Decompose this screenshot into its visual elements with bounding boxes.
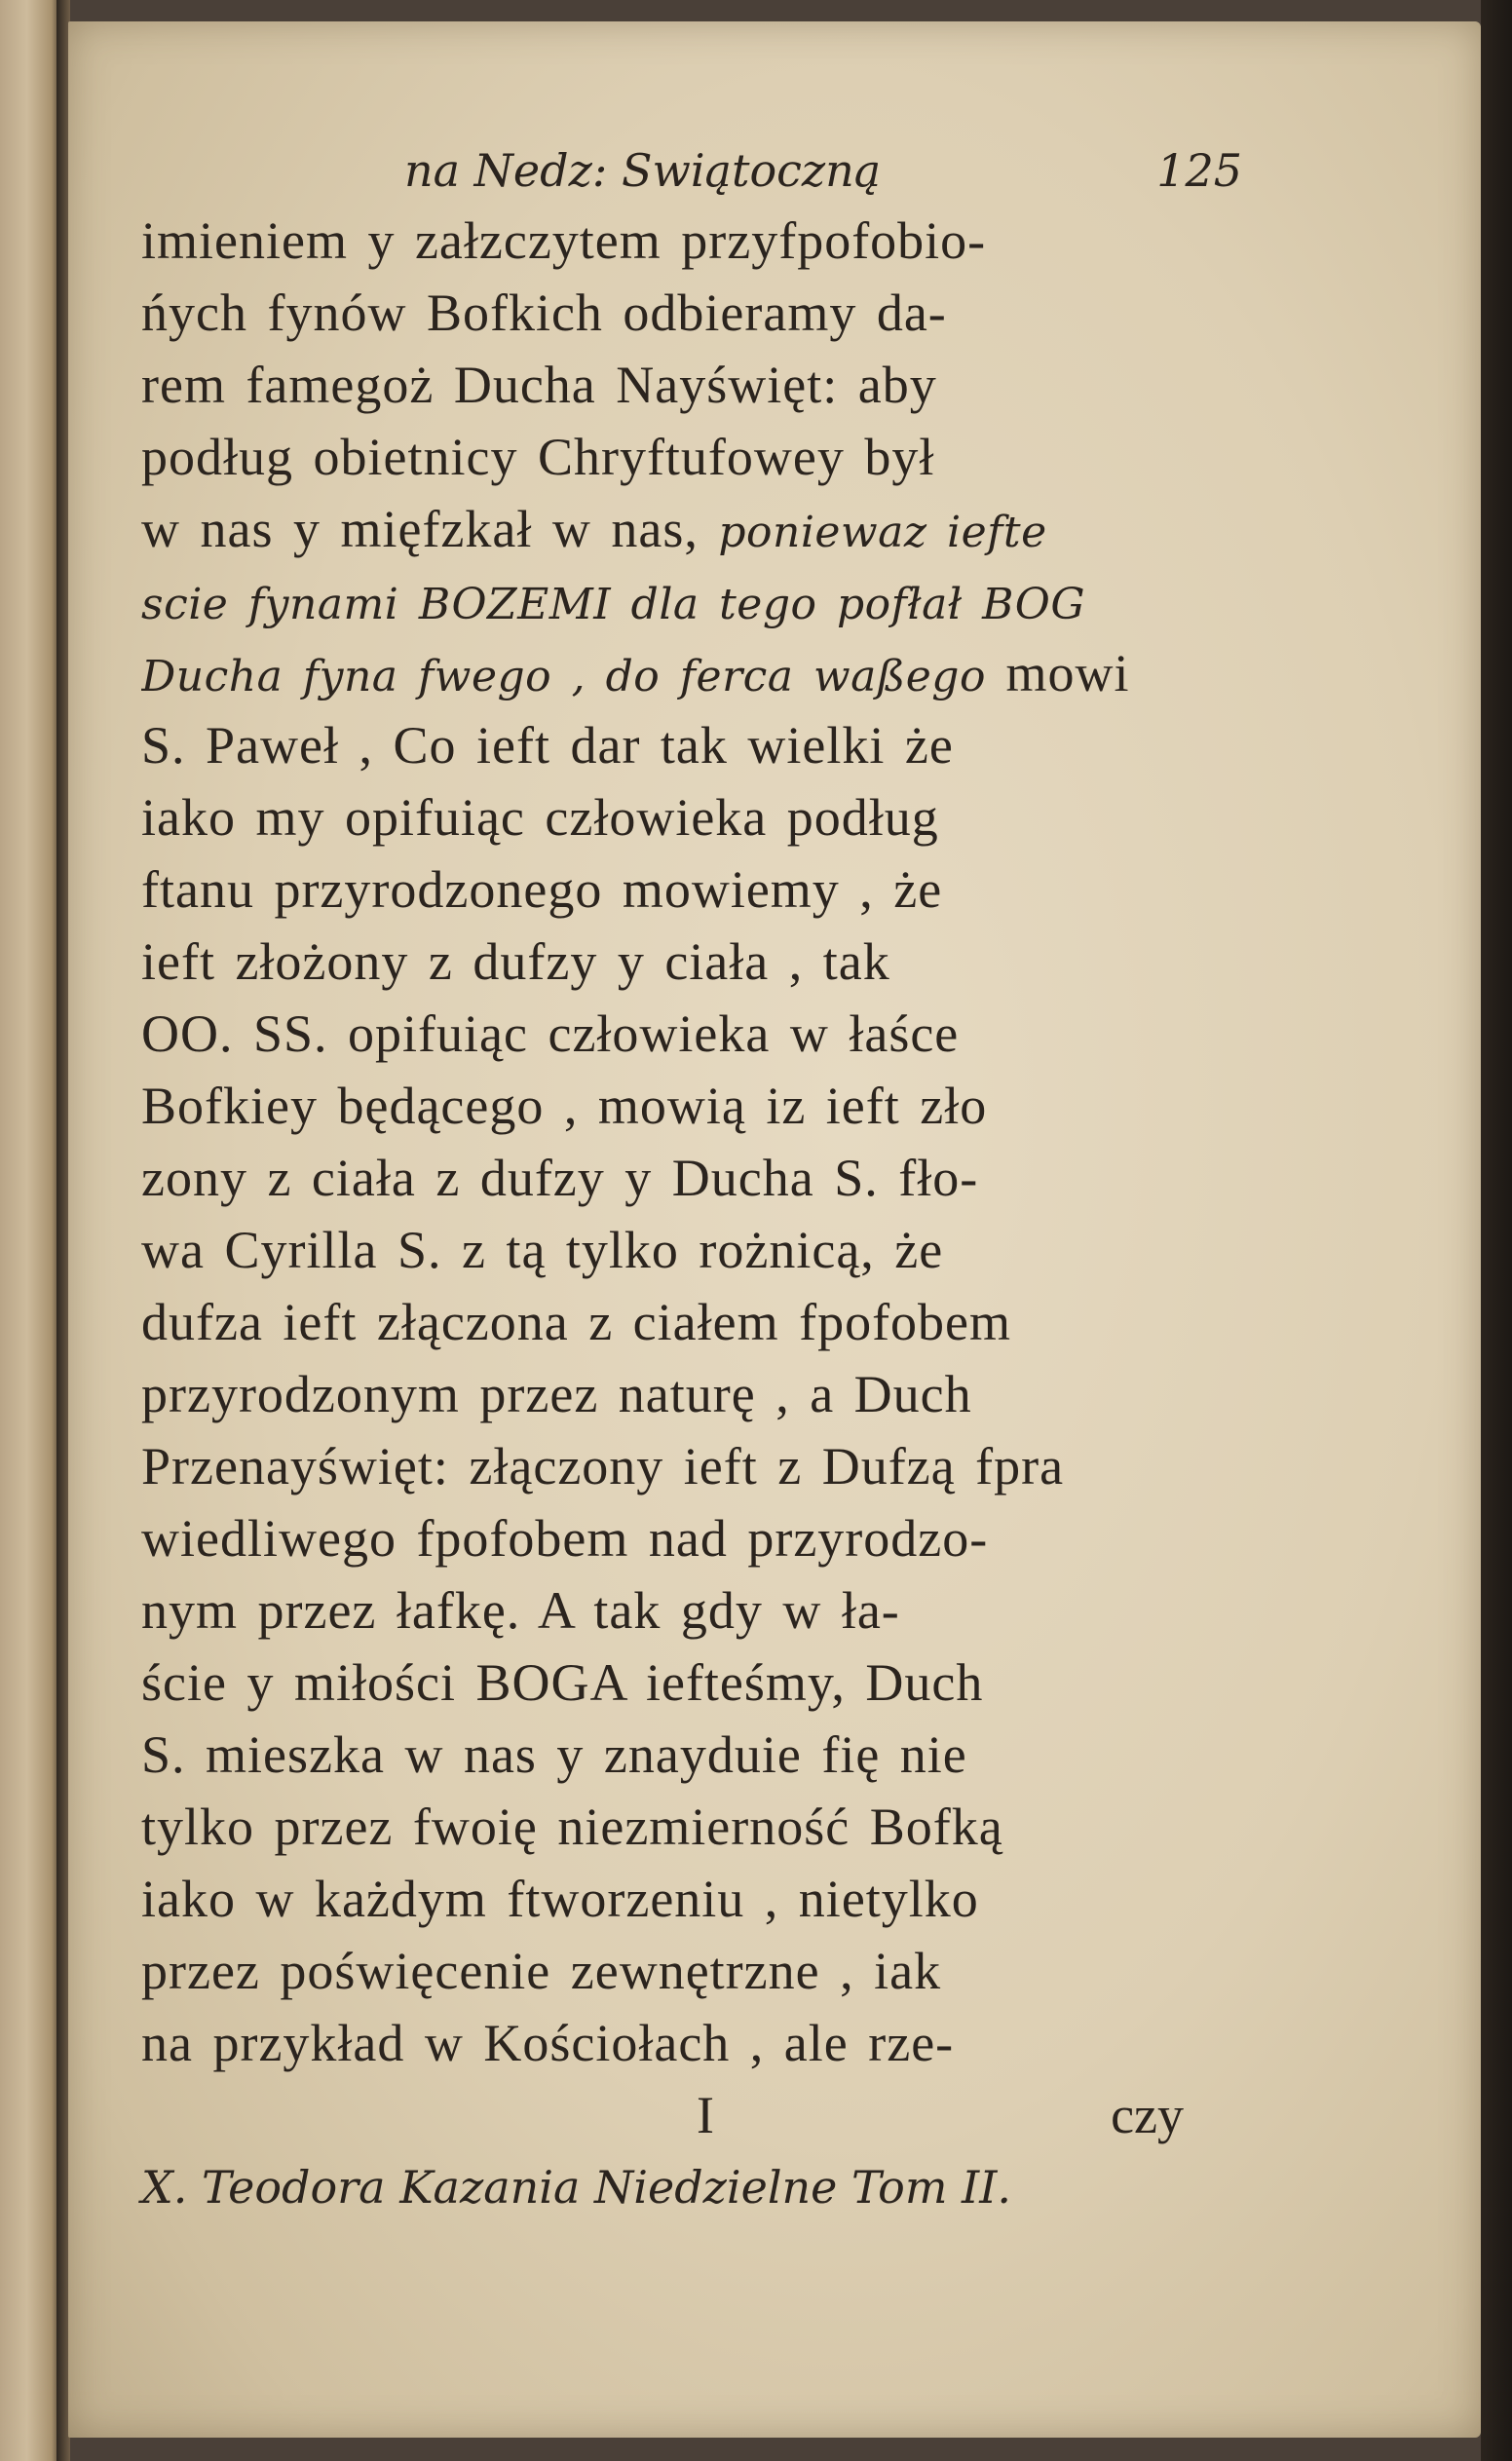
text-segment: ście y miłości BOGA iefteśmy, Duch bbox=[141, 1653, 984, 1712]
text-line bbox=[141, 1502, 1242, 1574]
signature-line bbox=[141, 2079, 1242, 2151]
text-line bbox=[141, 781, 1242, 853]
catchword: czy bbox=[1111, 2086, 1184, 2144]
text-line bbox=[141, 1430, 1242, 1502]
text-line bbox=[141, 1647, 1242, 1719]
text-line bbox=[141, 853, 1242, 926]
text-line bbox=[141, 637, 1242, 709]
text-segment: nym przez łafkę. A tak gdy w ła- bbox=[141, 1581, 900, 1640]
footer-imprint: X. Teodora Kazania Niedzielne Tom II. bbox=[141, 2161, 1012, 2214]
text-segment: w nas y mięfzkał w nas, bbox=[141, 500, 719, 558]
page-header bbox=[141, 136, 1242, 205]
text-segment: iako my opifuiąc człowieka podług bbox=[141, 788, 939, 847]
text-segment: wa Cyrilla S. z tą tylko rożnicą, że bbox=[141, 1221, 944, 1279]
body-text bbox=[141, 205, 1242, 2079]
page-number: 125 bbox=[1156, 144, 1242, 197]
text-line bbox=[141, 421, 1242, 493]
text-line bbox=[141, 277, 1242, 349]
text-line bbox=[141, 1286, 1242, 1358]
text-line bbox=[141, 1358, 1242, 1430]
page-text-block bbox=[141, 136, 1242, 2223]
text-segment: na przykład w Kościołach , ale rze- bbox=[141, 2014, 955, 2072]
signature-mark: I bbox=[697, 2086, 714, 2144]
italic-text-segment: poniewaz iefte bbox=[718, 508, 1047, 557]
text-segment: Przenayświęt: złączony ieft z Dufzą fpra bbox=[141, 1437, 1065, 1496]
text-line bbox=[141, 2007, 1242, 2079]
text-segment: mowi bbox=[985, 644, 1130, 702]
text-line bbox=[141, 1142, 1242, 1214]
text-segment: S. mieszka w nas y znayduie fię nie bbox=[141, 1725, 967, 1784]
text-segment: podług obietnicy Chryftufowey był bbox=[141, 428, 935, 486]
text-segment: ftanu przyrodzonego mowiemy , że bbox=[141, 860, 943, 919]
text-line bbox=[141, 349, 1242, 421]
text-segment: rem famegoż Ducha Nayświęt: aby bbox=[141, 356, 937, 414]
text-segment: dufza ieft złączona z ciałem fpofobem bbox=[141, 1293, 1012, 1351]
text-segment: Bofkiey będącego , mowią iz ieft zło bbox=[141, 1077, 988, 1135]
text-line bbox=[141, 1935, 1242, 2007]
text-line bbox=[141, 998, 1242, 1070]
text-line bbox=[141, 1791, 1242, 1863]
text-segment: imieniem y załzczytem przyfpofobio- bbox=[141, 211, 987, 270]
text-line bbox=[141, 926, 1242, 998]
text-segment: przyrodzonym przez naturę , a Duch bbox=[141, 1365, 972, 1423]
text-line bbox=[141, 1214, 1242, 1286]
italic-text-segment: scie fynami BOZEMI dla tego pofłał BOG bbox=[141, 580, 1086, 629]
text-line bbox=[141, 1574, 1242, 1647]
running-head: na Nedz: Swiątoczną bbox=[404, 144, 882, 197]
text-segment: przez poświęcenie zewnętrzne , iak bbox=[141, 1942, 942, 2000]
text-segment: wiedliwego fpofobem nad przyrodzo- bbox=[141, 1509, 989, 1568]
italic-text-segment: Ducha fyna fwego , do ferca waßego bbox=[141, 652, 986, 701]
text-line bbox=[141, 493, 1242, 565]
text-segment: OO. SS. opifuiąc człowieka w łaśce bbox=[141, 1004, 960, 1063]
text-line bbox=[141, 1863, 1242, 1935]
text-segment: iako w każdym ftworzeniu , nietylko bbox=[141, 1870, 979, 1928]
text-line bbox=[141, 1070, 1242, 1142]
text-line bbox=[141, 565, 1242, 637]
text-segment: S. Paweł , Co ieft dar tak wielki że bbox=[141, 716, 954, 775]
facing-page-edge bbox=[0, 0, 60, 2461]
text-line bbox=[141, 205, 1242, 277]
scan-background-edge bbox=[1481, 0, 1512, 2461]
text-segment: zony z ciała z dufzy y Ducha S. fło- bbox=[141, 1149, 979, 1207]
text-segment: ńych fynów Bofkich odbieramy da- bbox=[141, 284, 947, 342]
text-segment: tylko przez fwoię niezmierność Bofką bbox=[141, 1798, 1003, 1856]
text-line bbox=[141, 1719, 1242, 1791]
text-segment: ieft złożony z dufzy y ciała , tak bbox=[141, 932, 890, 991]
text-line bbox=[141, 709, 1242, 781]
